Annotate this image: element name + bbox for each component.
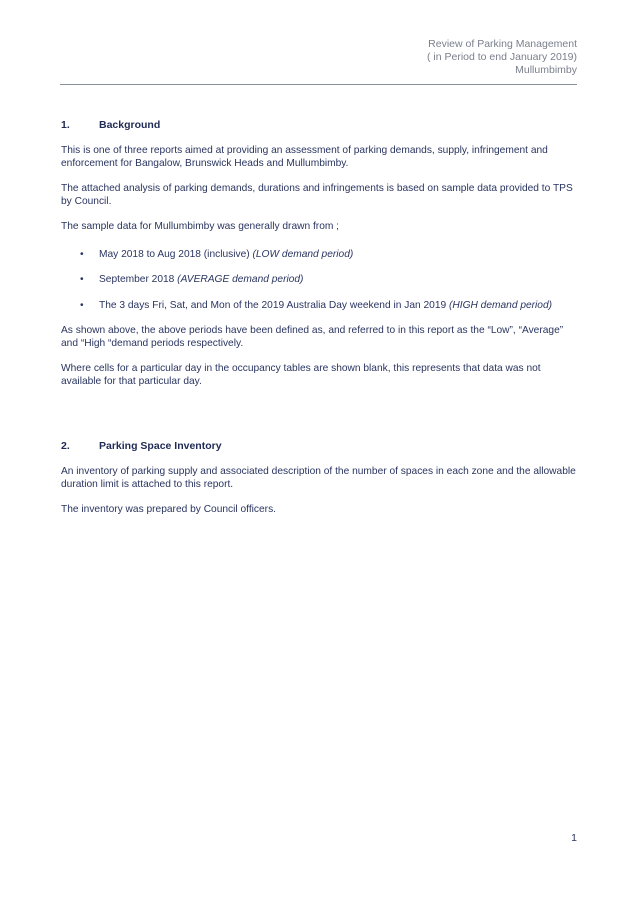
- page-header: [427, 38, 577, 77]
- list-item-text: May 2018 to Aug 2018 (inclusive): [99, 248, 253, 260]
- section-1-paragraph-4: As shown above, the above periods have been defined as, and referred to in this report as the “Low”, “Average” and “High “demand periods respectively.: [61, 325, 564, 349]
- section-1-paragraph-3: The sample data for Mullumbimby was generally drawn from ;: [61, 221, 340, 232]
- bullet-icon: •: [80, 274, 84, 285]
- section-2-paragraph-2: The inventory was prepared by Council officers.: [61, 504, 276, 515]
- list-item-period: (LOW demand period): [252, 248, 354, 260]
- section-1-title: Background: [99, 119, 161, 131]
- header-report-title: Review of Parking Management: [428, 38, 577, 50]
- list-item-period: (HIGH demand period): [448, 299, 553, 311]
- section-1-paragraph-2: The attached analysis of parking demands, durations and infringements is based on sample data provided to TPS by Council.: [61, 183, 573, 207]
- section-1-paragraph-5: Where cells for a particular day in the occupancy tables are shown blank, this represents that data was not available for that particular day.: [61, 363, 541, 387]
- bullet-icon: •: [80, 299, 84, 311]
- list-item: [61, 249, 578, 262]
- document-body: [61, 119, 578, 517]
- list-item-period: (AVERAGE demand period): [177, 274, 304, 285]
- header-location: Mullumbimby: [515, 64, 577, 76]
- section-1-paragraph-1: This is one of three reports aimed at providing an assessment of parking demands, supply, infringement and enforcement for Bangalow, Brunswick Heads and Mullumbimby.: [61, 145, 548, 169]
- list-item-text: September 2018: [99, 274, 178, 285]
- list-item-text: The 3 days Fri, Sat, and Mon of the 2019 Australia Day weekend in Jan 2019: [99, 299, 449, 311]
- header-divider: [60, 84, 577, 85]
- section-1-heading: [61, 119, 578, 133]
- page-number: 1: [571, 832, 577, 844]
- list-item: [61, 300, 578, 313]
- demand-period-list: [61, 249, 578, 313]
- list-item: [61, 274, 578, 287]
- header-period: ( in Period to end January 2019): [426, 51, 577, 63]
- section-2-number: 2.: [61, 440, 70, 452]
- section-2-title: Parking Space Inventory: [99, 440, 222, 452]
- section-2-paragraph-1: An inventory of parking supply and associated description of the number of spaces in each zone and the allowable duration limit is attached to this report.: [61, 466, 576, 490]
- section-2-heading: [61, 440, 578, 454]
- bullet-icon: •: [80, 248, 84, 260]
- section-1-number: 1.: [61, 119, 70, 131]
